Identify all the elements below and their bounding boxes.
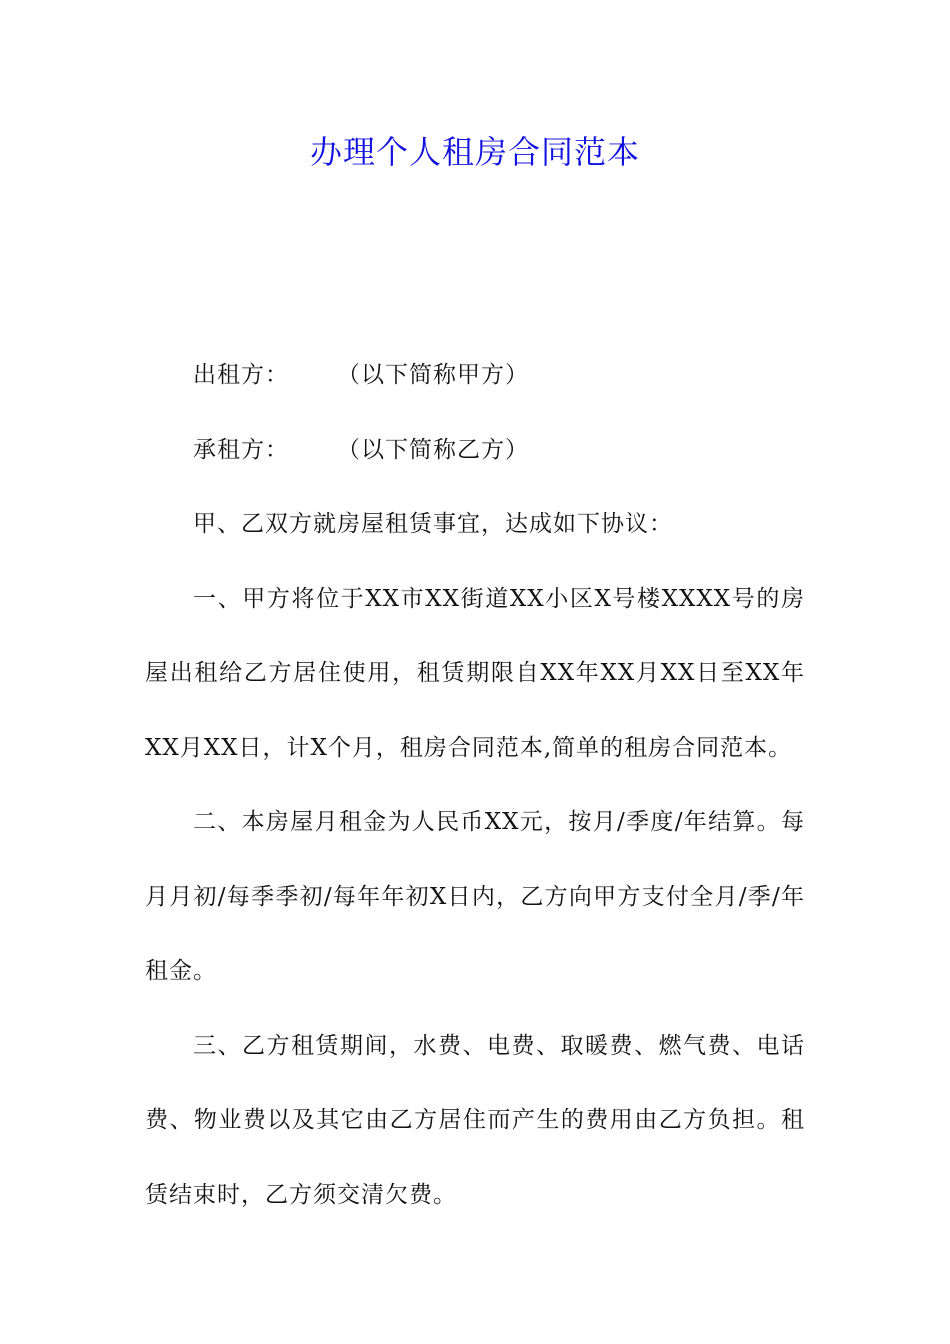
lessee-line [145, 413, 805, 488]
lessor-label: 出租方： [193, 362, 289, 388]
document-body [145, 338, 805, 1232]
clause-3: 三、乙方租赁期间，水费、电费、取暖费、燃气费、电话费、物业费以及其它由乙方居住而产生的费用由乙方负担。租赁结束时，乙方须交清欠费。 [145, 1032, 805, 1208]
lessor-line [145, 338, 805, 413]
agreement-intro: 甲、乙双方就房屋租赁事宜，达成如下协议： [193, 511, 673, 537]
document-title: 办理个人租房合同范本 [309, 133, 640, 171]
lessee-label: 承租方： [193, 436, 289, 463]
lessee-note: （以下简称乙方） [337, 436, 529, 463]
clause-1: 一、甲方将位于XX市XX街道XX小区X号楼XXXX号的房屋出租给乙方居住使用，租赁期限自XX年XX月XX日至XX年XX月XX日，计X个月，租房合同范本,简单的租房合同范本。 [145, 585, 805, 761]
clause-2: 二、本房屋月租金为人民币XX元，按月/季度/年结算。每月月初/每季季初/每年年初X日内，乙方向甲方支付全月/季/年租金。 [145, 809, 805, 984]
lessor-note: （以下简称甲方） [337, 362, 529, 388]
